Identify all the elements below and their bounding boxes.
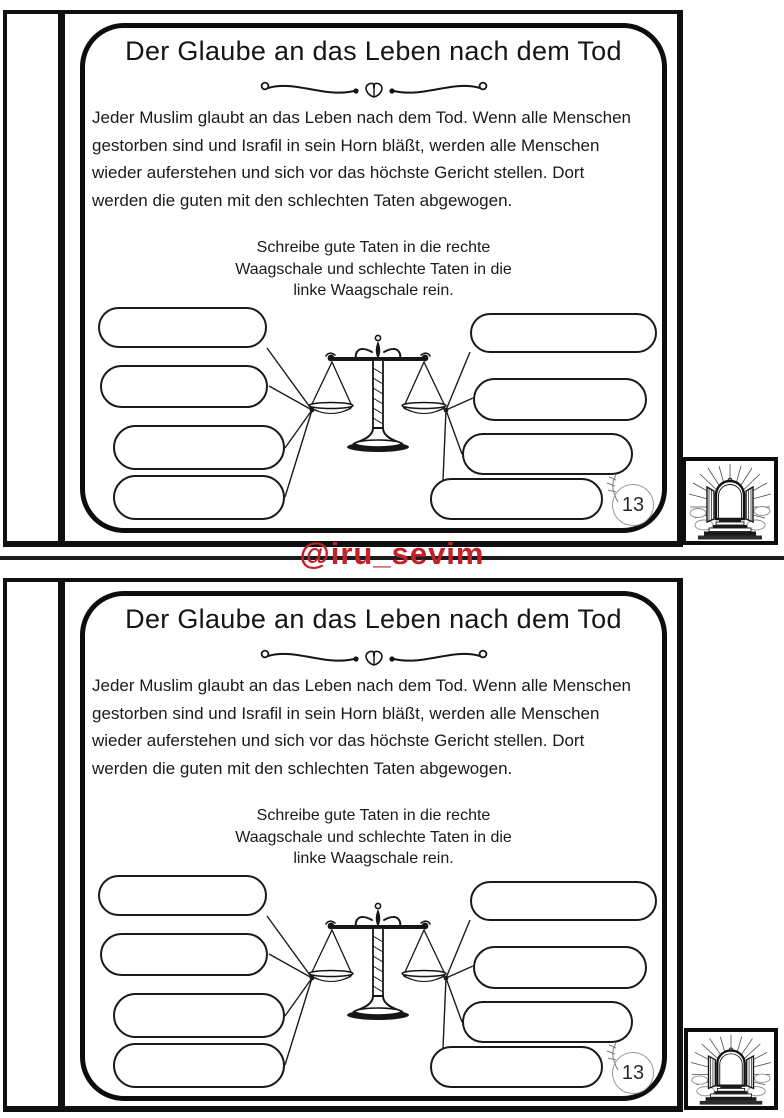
- paragraph-line: gestorben sind und Israfil in sein Horn bläßt, werden alle Menschen: [92, 703, 600, 723]
- answer-field-left-1: [98, 875, 267, 916]
- instruction-line: linke Waagschale rein.: [293, 282, 454, 299]
- answer-field-left-2: [100, 365, 268, 408]
- answer-field-left-1: [98, 307, 267, 348]
- paragraph-line: wieder auferstehen und sich vor das höchste Gericht stellen. Dort: [92, 163, 585, 182]
- answer-field-right-4: [430, 478, 603, 520]
- binding-margin-divider: [58, 14, 65, 541]
- answer-field-left-2: [100, 933, 268, 976]
- worksheet-page-2: [3, 578, 683, 1112]
- answer-field-right-2: [473, 378, 647, 421]
- gate-to-heaven-stamp: [684, 1028, 778, 1110]
- paragraph-line: werden die guten mit den schlechten Taten abgewogen.: [92, 758, 513, 778]
- gate-to-heaven-stamp: [682, 457, 778, 545]
- page-title: Der Glaube an das Leben nach dem Tod: [125, 36, 622, 66]
- page-number-badge: 13: [612, 1052, 654, 1094]
- answer-field-left-4: [113, 475, 285, 520]
- worksheet-page-1: [3, 10, 683, 547]
- paragraph-line: wieder auferstehen und sich vor das höchste Gericht stellen. Dort: [92, 731, 585, 750]
- answer-field-right-4: [430, 1046, 603, 1088]
- page-number-badge: 13: [612, 484, 654, 526]
- instruction-line: Waagschale und schlechte Taten in die: [235, 828, 512, 846]
- answer-field-right-3: [462, 1001, 633, 1043]
- paragraph-line: Jeder Muslim glaubt an das Leben nach dem Tod. Wenn alle Menschen: [92, 108, 631, 127]
- page-title: Der Glaube an das Leben nach dem Tod: [125, 604, 622, 634]
- answer-field-left-3: [113, 425, 285, 470]
- answer-field-right-2: [473, 946, 647, 989]
- answer-field-right-1: [470, 881, 657, 921]
- answer-field-right-1: [470, 313, 657, 353]
- watermark: @iru_sevim: [299, 536, 485, 571]
- answer-field-left-3: [113, 993, 285, 1038]
- answer-field-left-4: [113, 1043, 285, 1088]
- paragraph-line: werden die guten mit den schlechten Taten abgewogen.: [92, 190, 513, 210]
- answer-field-right-3: [462, 433, 633, 475]
- instruction-line: Waagschale und schlechte Taten in die: [235, 260, 512, 278]
- binding-margin-divider: [58, 582, 65, 1106]
- instruction-line: linke Waagschale rein.: [293, 850, 454, 867]
- worksheet-card: [80, 23, 667, 533]
- worksheet-card: [80, 591, 667, 1101]
- connector-lines: [267, 348, 473, 497]
- paragraph-line: gestorben sind und Israfil in sein Horn bläßt, werden alle Menschen: [92, 135, 600, 155]
- balance-scale-icon: [309, 335, 446, 452]
- paragraph-line: Jeder Muslim glaubt an das Leben nach dem Tod. Wenn alle Menschen: [92, 676, 631, 695]
- instruction-line: Schreibe gute Taten in die rechte: [256, 239, 491, 256]
- instruction-line: Schreibe gute Taten in die rechte: [256, 807, 491, 824]
